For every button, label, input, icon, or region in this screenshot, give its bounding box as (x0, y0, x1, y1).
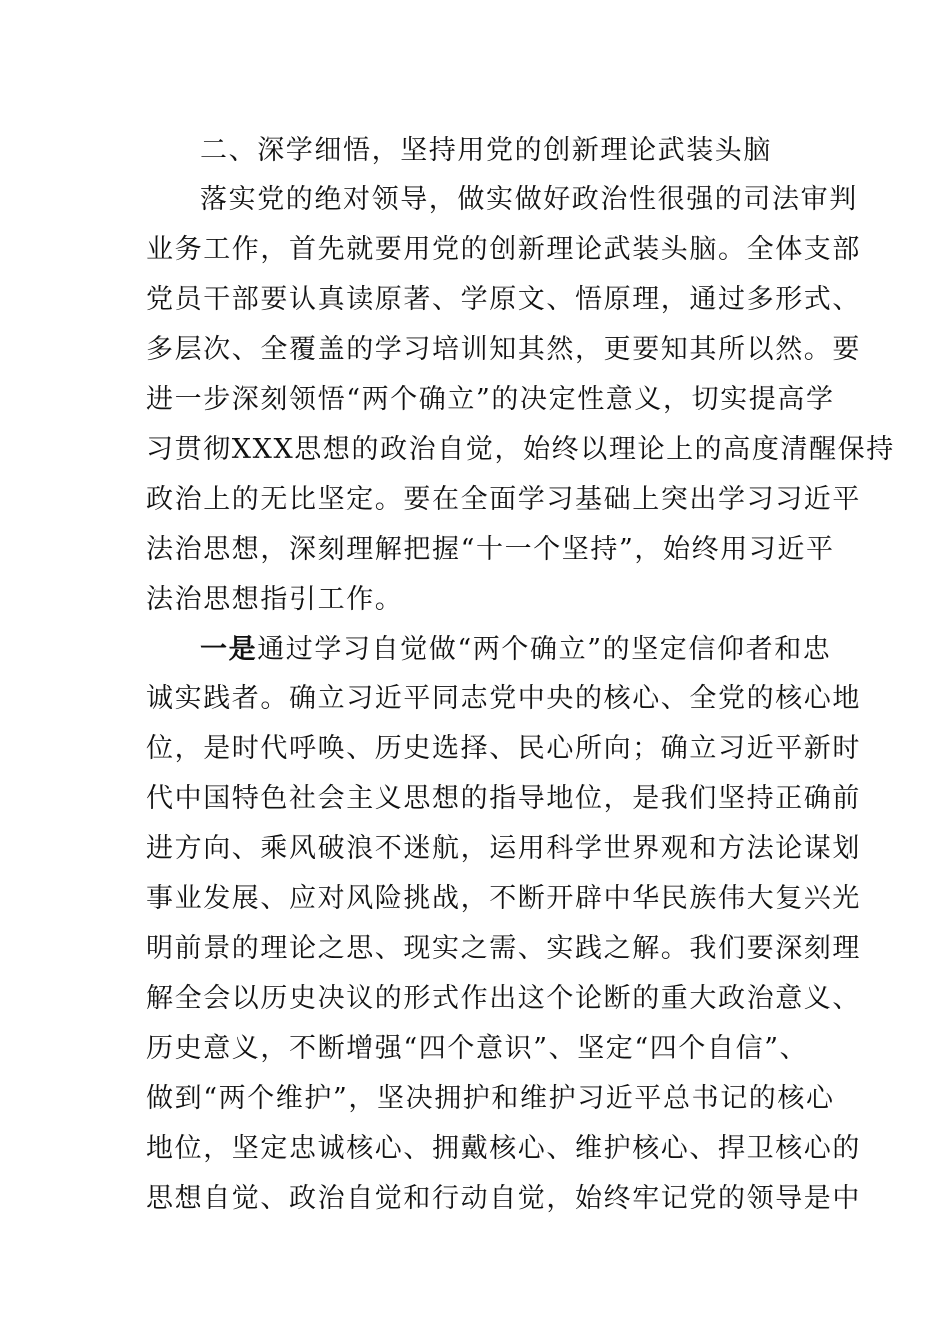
paragraph-2-line-11: 地位，坚定忠诚核心、拥戴核心、维护核心、捍卫核心的 (146, 1133, 861, 1164)
paragraph-1-line-5: 进一步深刻领悟“两个确立”的决定性意义，切实提高学 (146, 384, 835, 415)
paragraph-1-line-7: 政治上的无比坚定。要在全面学习基础上突出学习习近平 (146, 484, 861, 515)
paragraph-1-line-4: 多层次、全覆盖的学习培训知其然，更要知其所以然。要 (146, 334, 861, 365)
paragraph-1-line-2: 业务工作，首先就要用党的创新理论武装头脑。全体支部 (146, 234, 861, 265)
paragraph-2-line-2: 诚实践者。确立习近平同志党中央的核心、全党的核心地 (146, 683, 861, 714)
paragraph-1-line-9: 法治思想指引工作。 (146, 584, 404, 615)
paragraph-2-line-1-text: 通过学习自觉做“两个确立”的坚定信仰者和忠 (257, 634, 832, 665)
paragraph-2-line-12: 思想自觉、政治自觉和行动自觉，始终牢记党的领导是中 (146, 1183, 861, 1214)
paragraph-2-line-4: 代中国特色社会主义思想的指导地位，是我们坚持正确前 (146, 783, 861, 814)
paragraph-2-line-1 (200, 630, 880, 670)
paragraph-1-line-6: 习贯彻XXX思想的政治自觉，始终以理论上的高度清醒保持 (146, 434, 895, 465)
paragraph-1-line-8: 法治思想，深刻理解把握“十一个坚持”，始终用习近平 (146, 534, 835, 565)
paragraph-2-line-3: 位，是时代呼唤、历史选择、民心所向；确立习近平新时 (146, 733, 861, 764)
paragraph-2-line-10: 做到“两个维护”，坚决拥护和维护习近平总书记的核心 (146, 1083, 835, 1114)
section-heading: 二、深学细悟，坚持用党的创新理论武装头脑 (200, 135, 772, 166)
paragraph-2-line-6: 事业发展、应对风险挑战，不断开辟中华民族伟大复兴光 (146, 883, 861, 914)
paragraph-2-line-9: 历史意义，不断增强“四个意识”、坚定“四个自信”、 (146, 1033, 809, 1064)
paragraph-1-line-3: 党员干部要认真读原著、学原文、悟原理，通过多形式、 (146, 284, 861, 315)
paragraph-2-line-8: 解全会以历史决议的形式作出这个论断的重大政治意义、 (146, 983, 861, 1014)
paragraph-1-line-1: 落实党的绝对领导，做实做好政治性很强的司法审判 (200, 184, 858, 215)
paragraph-2-line-7: 明前景的理论之思、现实之需、实践之解。我们要深刻理 (146, 933, 861, 964)
paragraph-2-line-5: 进方向、乘风破浪不迷航，运用科学世界观和方法论谋划 (146, 833, 861, 864)
paragraph-2-lead: 一是 (200, 634, 258, 665)
